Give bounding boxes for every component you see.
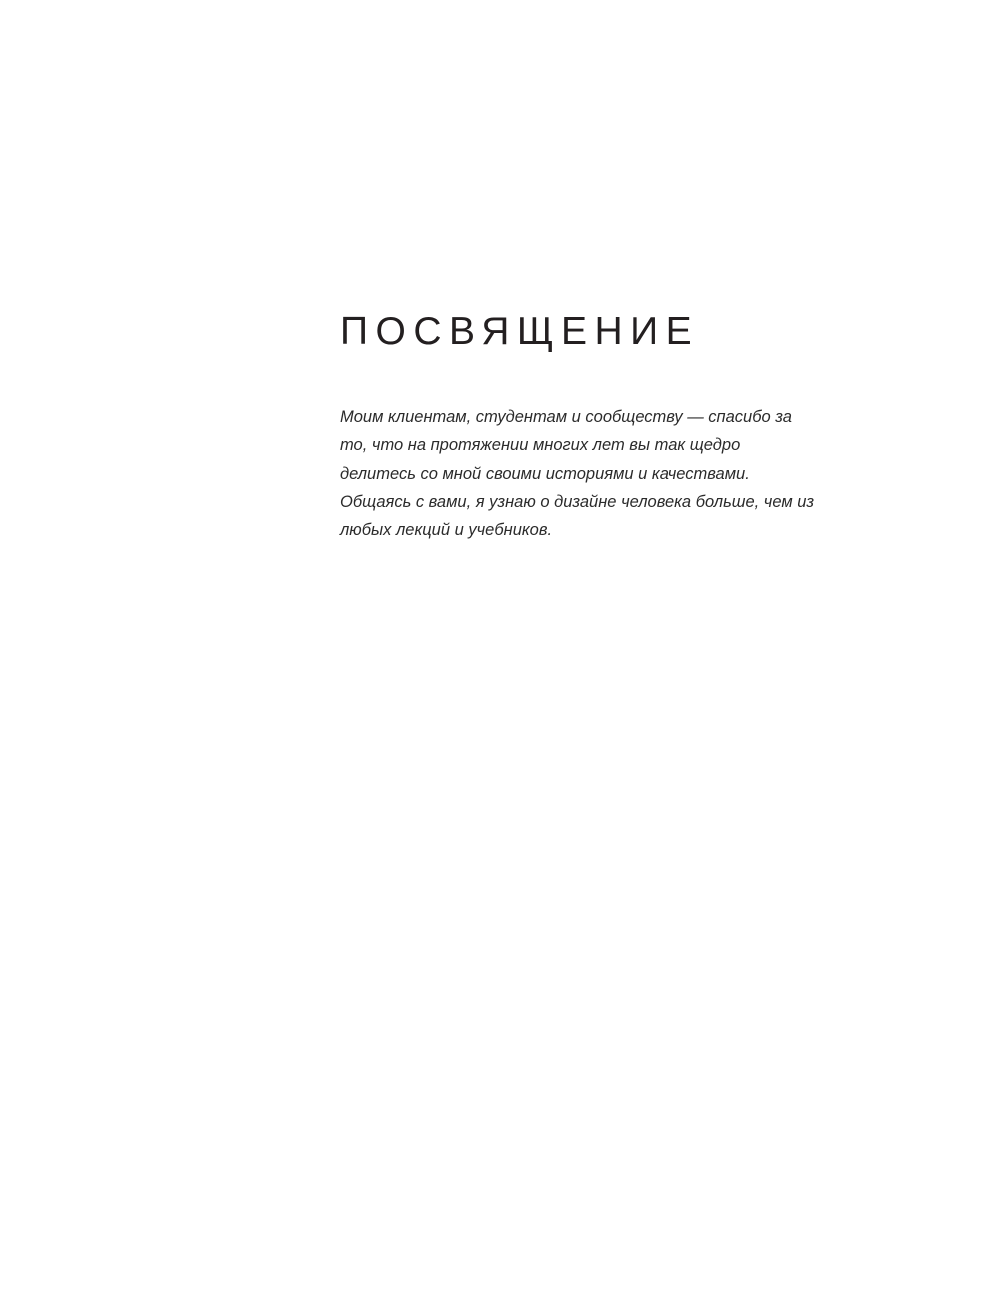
page-title: ПОСВЯЩЕНИЕ [340,310,700,353]
dedication-paragraph: Моим клиентам, студентам и сообществу — спасибо за то, что на протяжении многих лет вы так щедро делитесь со мной своими историями и качествами. Общаясь с вами, я узнаю о дизайне человека больше, чем из любых лекций и учебников. [340,407,815,540]
dedication-block [340,310,820,545]
